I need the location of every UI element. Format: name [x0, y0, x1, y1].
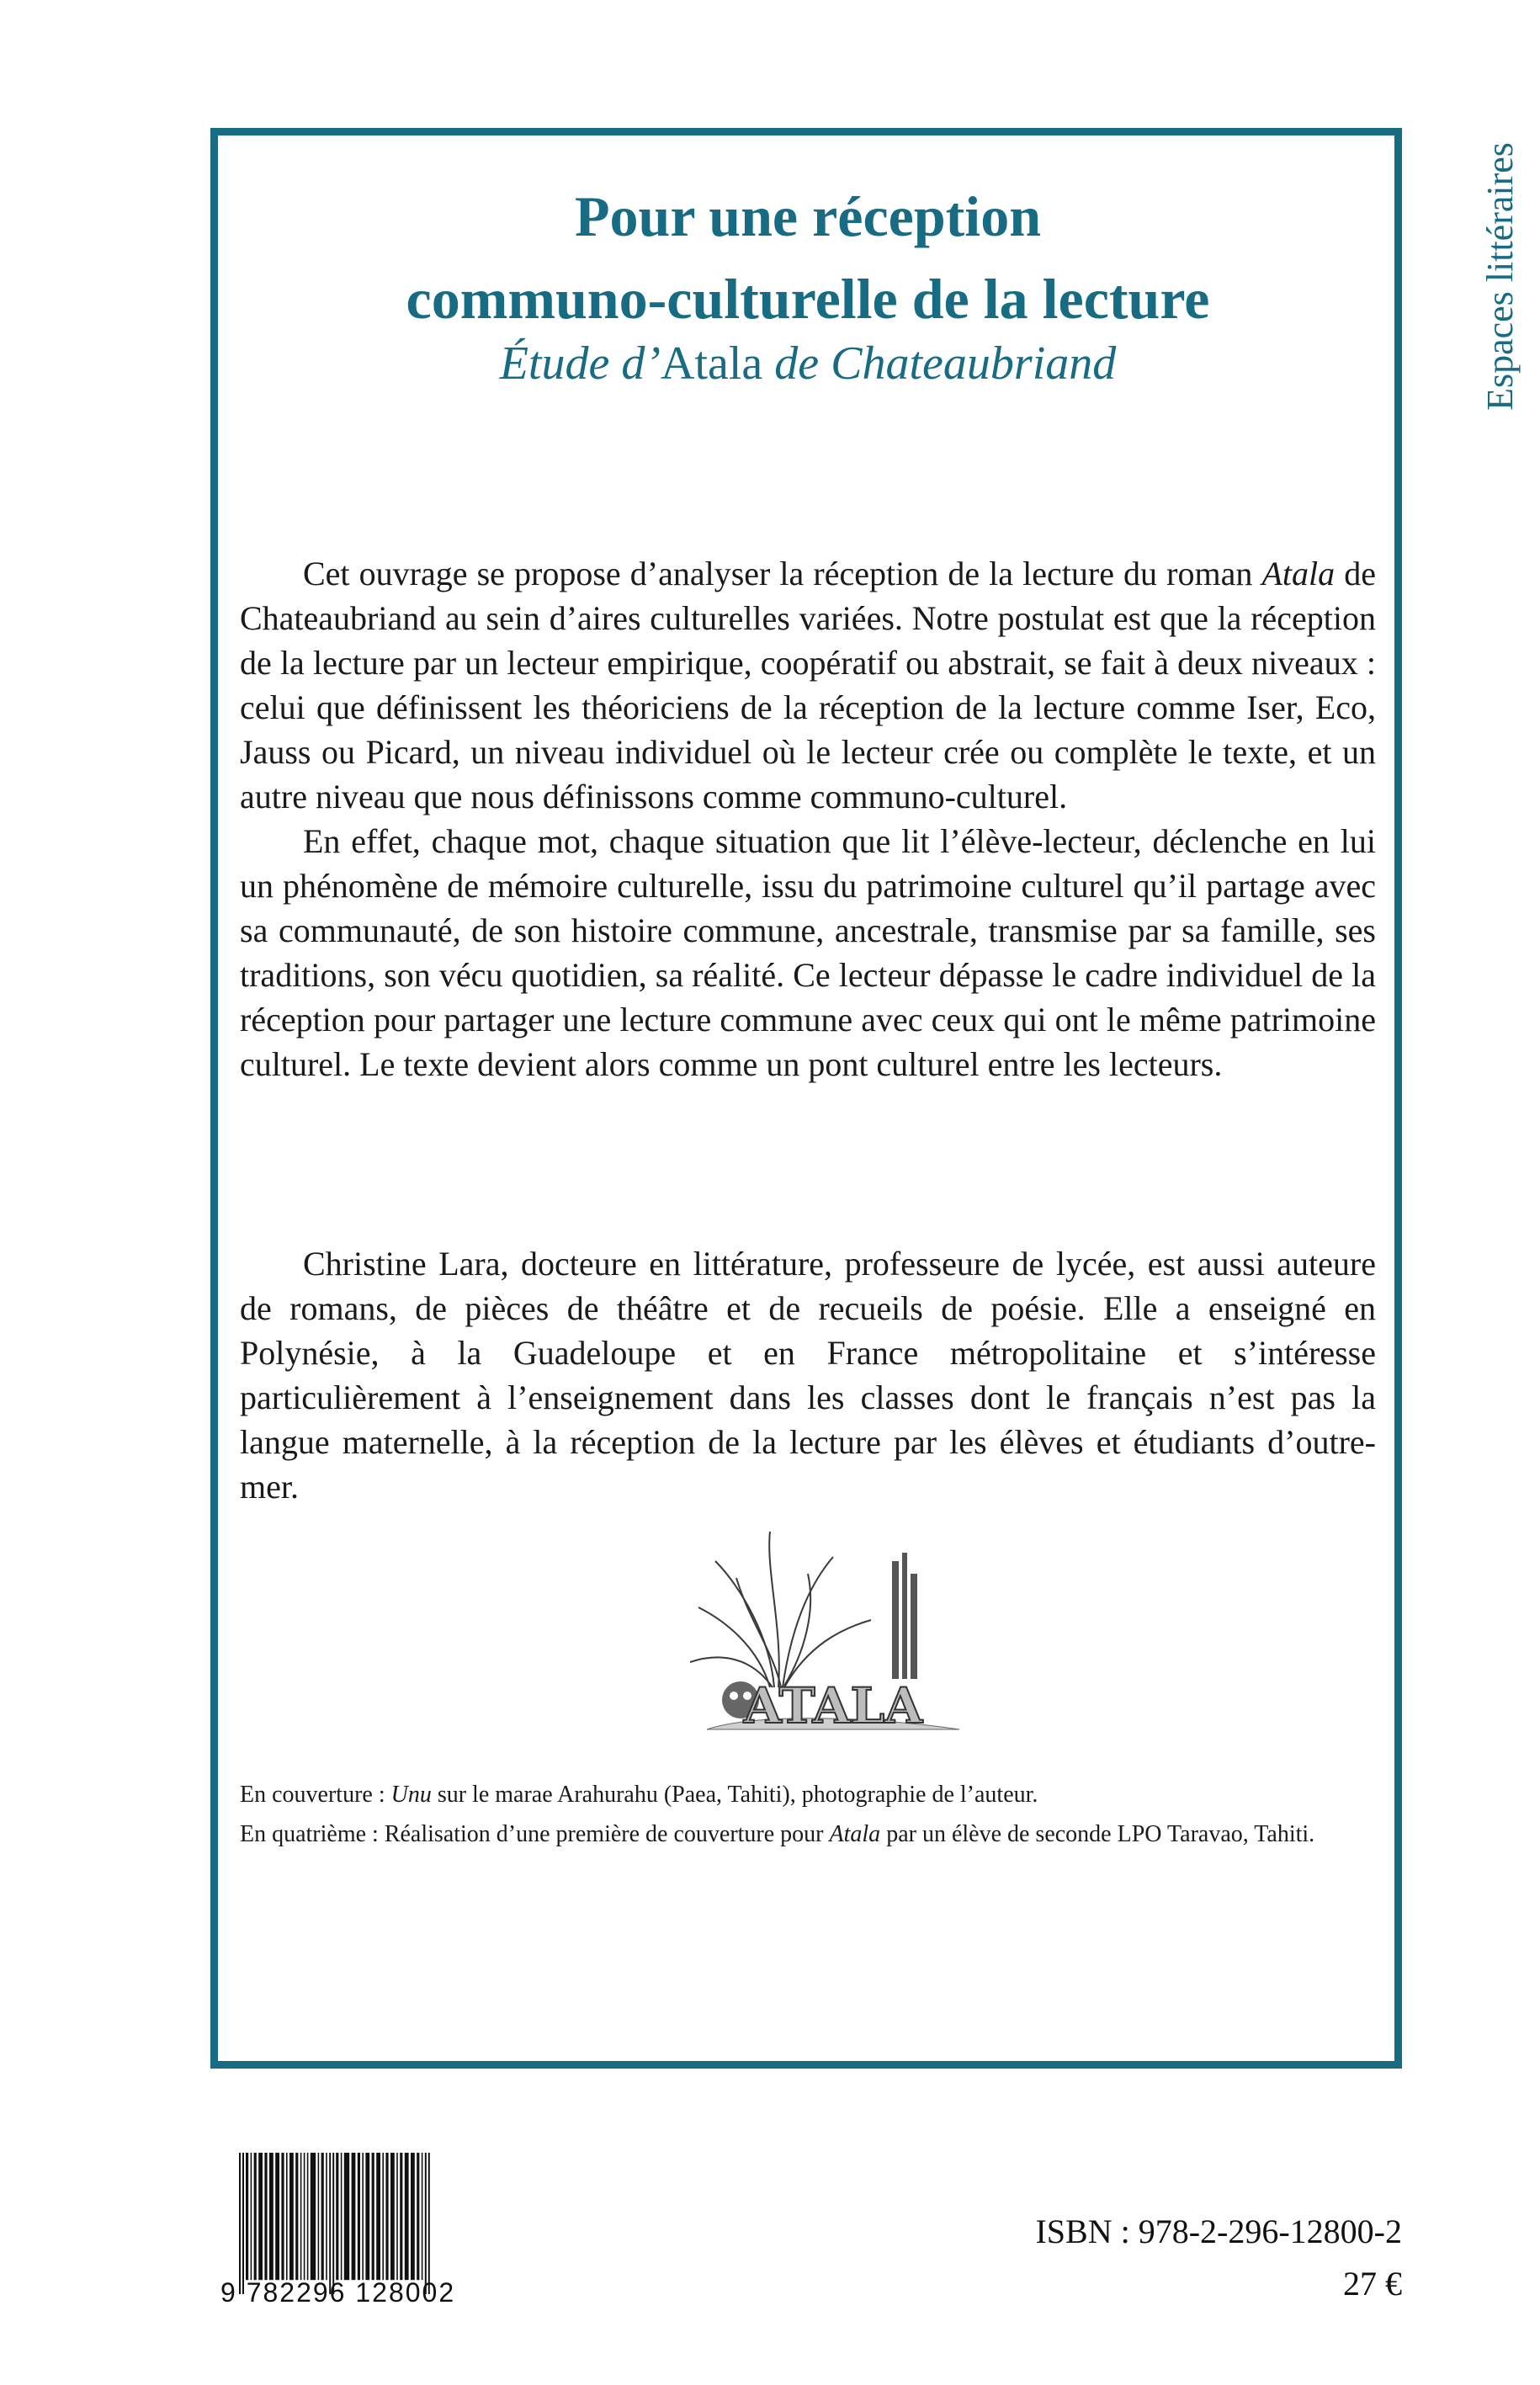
barcode-bar	[344, 2153, 349, 2280]
barcode-guard-bar	[428, 2153, 430, 2294]
subtitle-pre: Étude d’	[499, 337, 661, 390]
credit-back-work: Atala	[829, 1821, 881, 1847]
subtitle-post: de Chateaubriand	[762, 337, 1117, 390]
credit-cover	[240, 1777, 1376, 1812]
logo-lettering: ATALA	[743, 1677, 923, 1734]
barcode-bar	[275, 2153, 279, 2280]
barcode-bar	[400, 2153, 402, 2280]
book-title	[219, 175, 1397, 340]
barcode-guard-bar	[332, 2153, 334, 2294]
book-price: 27 €	[1343, 2265, 1402, 2303]
barcode-bar	[307, 2153, 309, 2280]
barcode-bar	[358, 2153, 360, 2280]
credit-back-rest: par un élève de seconde LPO Taravao, Tahiti.	[880, 1821, 1315, 1847]
credit-back	[240, 1817, 1376, 1851]
title-line-2: communo-culturelle de la lecture	[406, 267, 1210, 331]
barcode-bar	[289, 2153, 294, 2280]
barcode-bar	[321, 2153, 324, 2280]
series-name	[1474, 125, 1525, 428]
barcode-bar	[362, 2153, 364, 2280]
barcode-bar	[304, 2153, 305, 2280]
barcode-guard-bar	[329, 2153, 331, 2294]
book-summary	[240, 551, 1376, 1086]
barcode-bar	[385, 2153, 388, 2280]
summary-p1-lead: Cet ouvrage se propose d’analyser la réception de la lecture du roman	[303, 555, 1262, 592]
author-bio-text: Christine Lara, docteure en littérature, professeure de lycée, est aussi auteure de romans, de pièces de théâtre et de recueils de poésie. Elle a enseigné en Polynésie, à la Guadeloupe et en France métropolitaine et s’intéresse particulièrement à l’enseignement dans les classes dont le français n’est pas la langue maternelle, à la réception de la lecture par les élèves et étudiants d’outre-mer.	[240, 1245, 1376, 1506]
barcode-bar	[254, 2153, 257, 2280]
barcode-bar	[417, 2153, 419, 2280]
barcode-bar	[405, 2153, 409, 2280]
credit-back-lead: En quatrième : Réalisation d’une première de couverture pour	[240, 1821, 830, 1847]
barcode-digits: 9 782296 128002	[220, 2277, 456, 2308]
isbn-barcode	[220, 2153, 511, 2294]
barcode-bar	[286, 2153, 288, 2280]
summary-paragraph-2: En effet, chaque mot, chaque situation que lit l’élève-lecteur, déclenche en lui un phénomène de mémoire culturelle, issu du patrimoine culturel qu’il partage avec sa communauté, de son histoire commune, ancestrale, transmise par sa famille, ses traditions, son vécu quotidien, sa réalité. Ce lecteur dépasse le cadre individuel de la réception pour partager une lecture commune avec ceux qui ont le même patrimoine culturel. Le texte devient alors comme un pont culturel entre les lecteurs.	[240, 822, 1376, 1083]
barcode-guard-bar	[425, 2153, 427, 2294]
barcode-bar	[246, 2153, 248, 2280]
barcode-bar	[318, 2153, 320, 2280]
credit-cover-lead: En couverture :	[240, 1782, 391, 1808]
barcode-bar	[352, 2153, 356, 2280]
barcode-bar	[390, 2153, 395, 2280]
credit-cover-work: Unu	[390, 1782, 432, 1808]
subtitle-work: Atala	[661, 337, 763, 390]
summary-paragraph-1	[240, 551, 1376, 819]
book-subtitle	[219, 337, 1397, 390]
barcode-guard-bar	[239, 2153, 241, 2294]
barcode-bar	[336, 2153, 338, 2280]
title-line-1: Pour une réception	[574, 184, 1042, 248]
credit-cover-rest: sur le marae Arahurahu (Paea, Tahiti), photographie de l’auteur.	[431, 1782, 1038, 1808]
summary-p1-work: Atala	[1261, 555, 1336, 592]
series-label: Espaces littéraires	[1479, 141, 1521, 411]
barcode-bar	[365, 2153, 369, 2280]
barcode-bar	[376, 2153, 380, 2280]
author-bio	[240, 1241, 1376, 1509]
barcode-bar	[372, 2153, 374, 2280]
barcode-bar	[264, 2153, 267, 2280]
barcode-bar	[382, 2153, 384, 2280]
atala-logo-illustration	[690, 1527, 968, 1738]
barcode-guard-bar	[242, 2153, 244, 2294]
summary-p1-rest: de Chateaubriand au sein d’aires culturelles variées. Notre postulat est que la réception de la lecture par un lecteur empirique, coopératif ou abstrait, se fait à deux niveaux : celui que définissent les théoriciens de la réception de la lecture comme Iser, Eco, Jauss ou Picard, un niveau individuel où le lecteur crée ou complète le texte, et un autre niveau que nous définissons comme communo-culturel.	[240, 555, 1376, 815]
barcode-bar	[422, 2153, 423, 2280]
image-credits	[240, 1777, 1376, 1856]
barcode-bar	[411, 2153, 415, 2280]
barcode-bar	[326, 2153, 327, 2280]
isbn-number: ISBN : 978-2-296-12800-2	[1035, 2212, 1402, 2250]
barcode-bar	[251, 2153, 252, 2280]
barcode-bar	[258, 2153, 263, 2280]
barcode-bar	[341, 2153, 343, 2280]
barcode-bar	[311, 2153, 316, 2280]
barcode-bar	[396, 2153, 398, 2280]
barcode-bar	[300, 2153, 302, 2280]
barcode-bar	[295, 2153, 298, 2280]
barcode-bar	[281, 2153, 284, 2280]
barcode-bar	[269, 2153, 273, 2280]
